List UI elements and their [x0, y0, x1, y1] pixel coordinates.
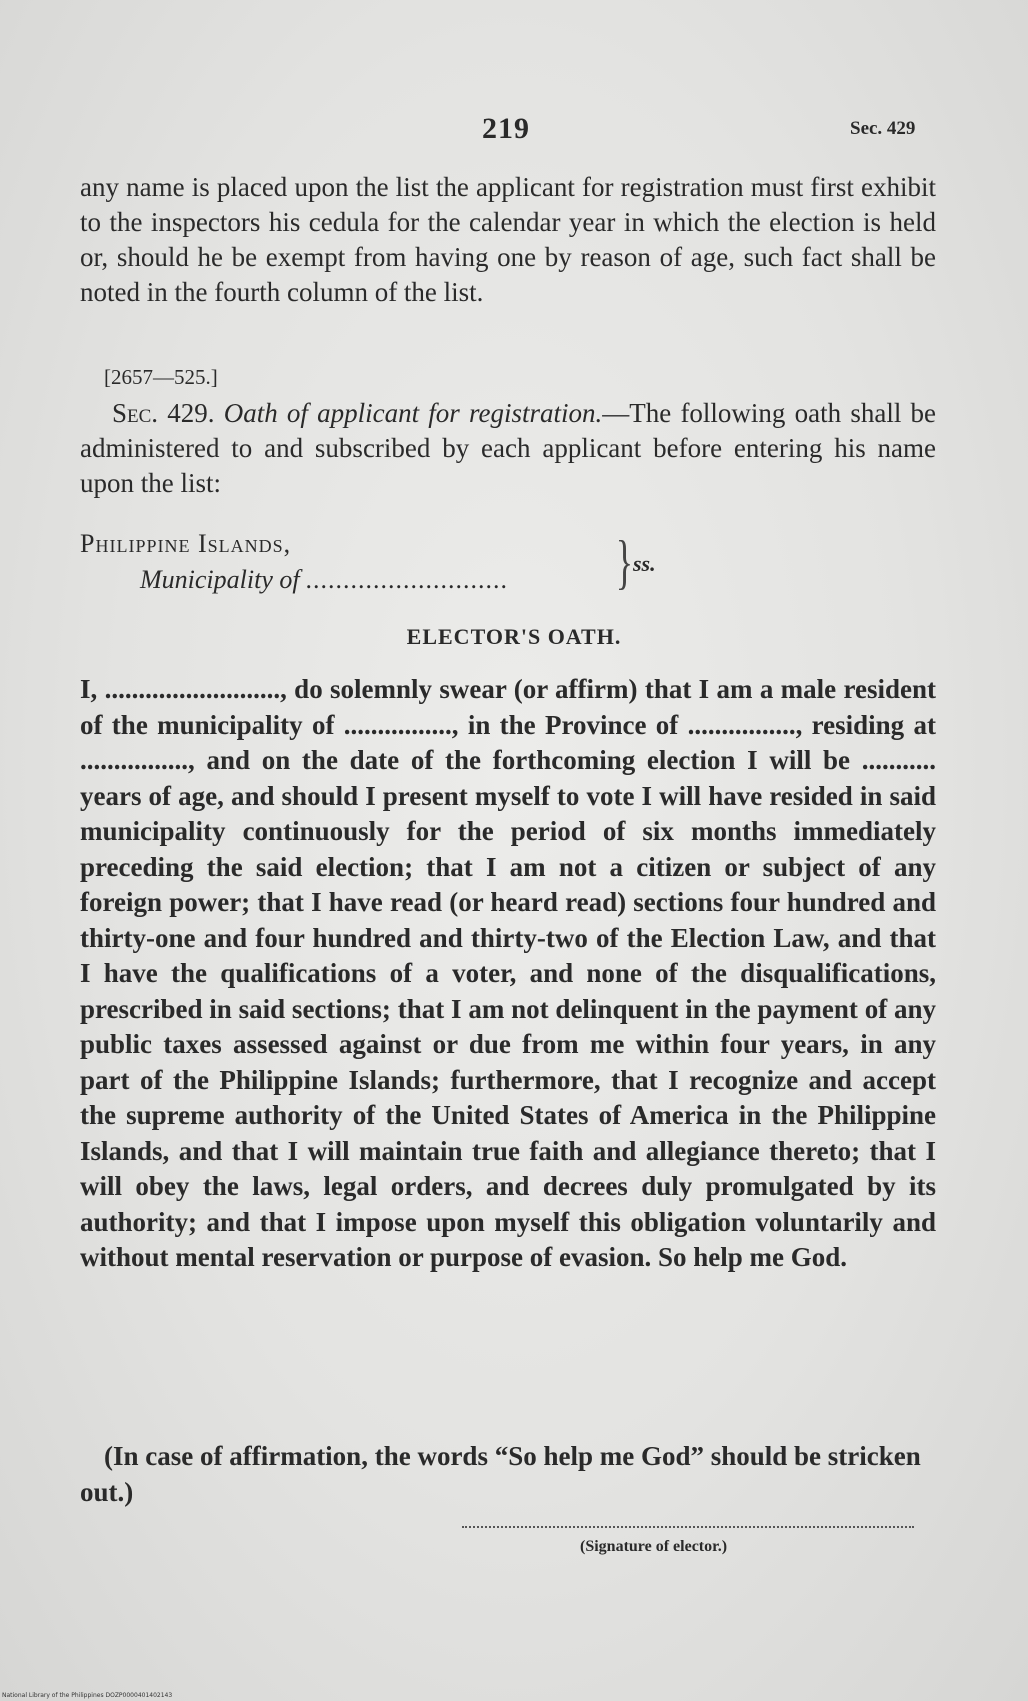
venue-municipality — [140, 562, 509, 598]
paragraph-continuation: any name is placed upon the list the applicant for registration must first exhibit to the inspectors his cedula for the calendar year in which the election is held or, should he be exempt from having one by reason of age, such fact shall be noted in the fourth column of the list. — [80, 172, 936, 307]
section-label: Sec. 429. — [112, 398, 215, 428]
brace-icon: } — [615, 529, 634, 595]
venue-block — [80, 526, 780, 606]
page-number: 219 — [482, 112, 530, 145]
scan-footer: National Library of the Philippines DOZP0000401402143 — [2, 1692, 173, 1699]
section-title: Oath of applicant for registration. — [223, 398, 603, 428]
venue-islands: Philippine Islands, — [80, 529, 292, 558]
venue-municipality-blank: ........................... — [306, 565, 509, 594]
signature-line — [462, 1526, 914, 1528]
section-reference: Sec. 429 — [850, 118, 916, 139]
signature-label: (Signature of elector.) — [580, 1538, 728, 1555]
affirmation-note: (In case of affirmation, the words “So help me God” should be stricken out.) — [80, 1441, 921, 1507]
citation: [2657—525.] — [104, 365, 218, 389]
section-text: —The following oath shall be administered to and subscribed by each applicant before entering his name upon the list: — [80, 398, 936, 498]
oath-title: ELECTOR'S OATH. — [406, 624, 622, 649]
page-header — [0, 112, 1028, 152]
oath-text: I, .........................., do solemnly swear (or affirm) that I am a male resident of the municipality of ................, in the Province of ................, residing at ................, and on the date of the forthcoming election I will be ........... years of age, and should I present myself to vote I will have resided in said municipality continuously for the period of six months immediately preceding the said election; that I am not a citizen or subject of any foreign power; that I have read (or heard read) sections four hundred and thirty-one and four hundred and thirty-two of the Election Law, and that I have the qualifications of a voter, and none of the disqualifications, prescribed in said sections; that I am not delinquent in the payment of any public taxes assessed against or due from me within four years, in any part of the Philippine Islands; furthermore, that I recognize and accept the supreme authority of the United States of America in the Philippine Islands, and that I will maintain true faith and allegiance thereto; that I will obey the laws, legal orders, and decrees duly promulgated by its authority; and that I impose upon myself this obligation voluntarily and without mental reservation or purpose of evasion. So help me God. — [80, 674, 936, 1272]
venue-ss: ss. — [633, 551, 656, 576]
venue-municipality-label: Municipality of — [140, 565, 300, 594]
section-429-paragraph — [80, 396, 936, 501]
